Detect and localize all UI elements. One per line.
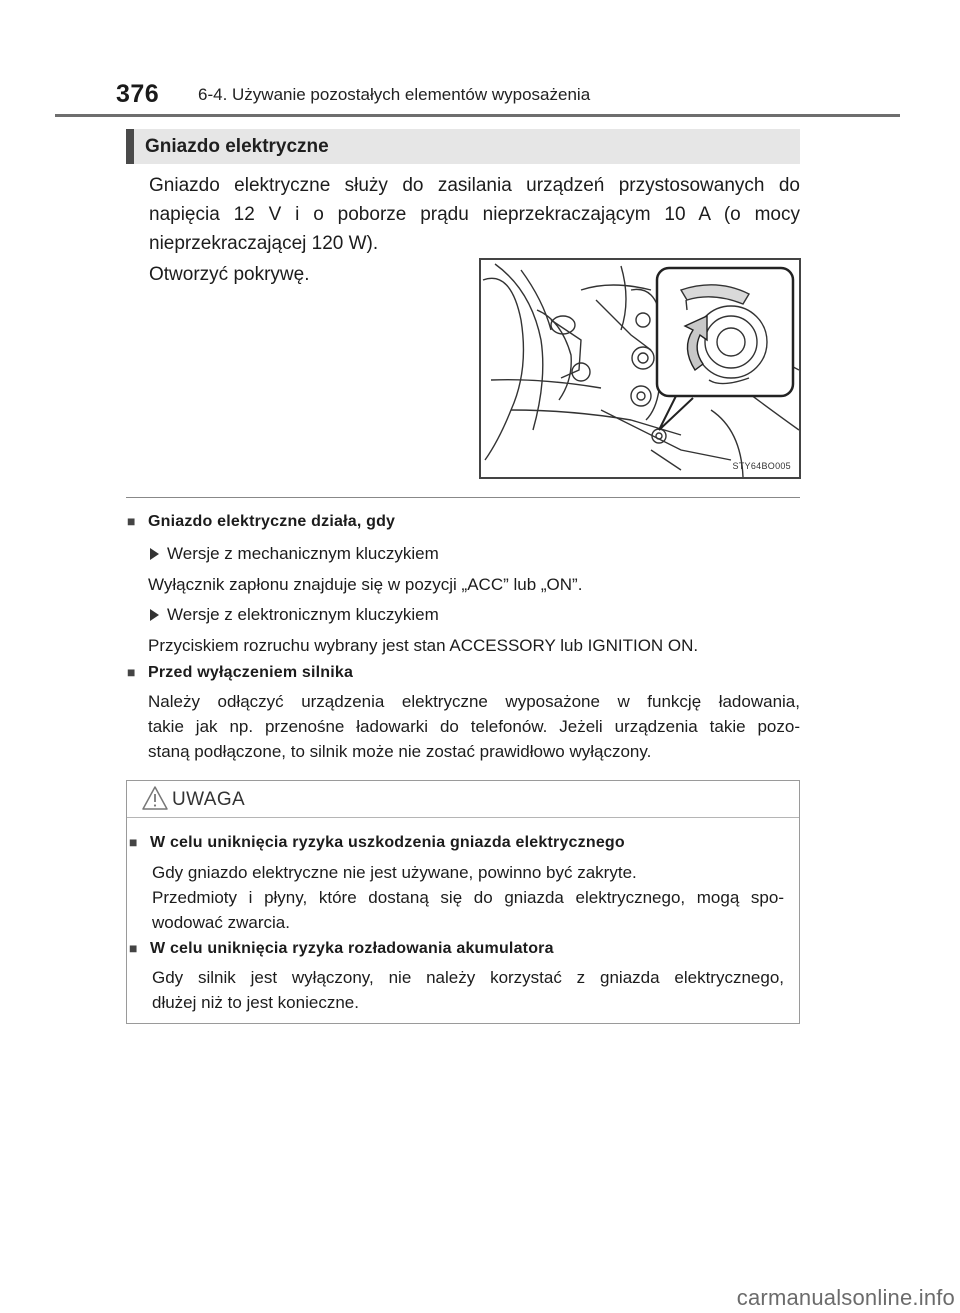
bullet-square-icon: ■ <box>129 834 138 850</box>
version-label: Wersje z elektronicznym kluczykiem <box>167 605 439 624</box>
page-number: 376 <box>116 80 160 108</box>
paragraph-line: Gdy silnik jest wyłączony, nie należy korzystać z gniazda elektrycznego, <box>152 968 784 987</box>
warning-item-paragraph <box>152 965 784 1015</box>
version-label: Wersje z mechanicznym kluczykiem <box>167 544 439 563</box>
before-off-heading: Przed wyłączeniem silnika <box>148 664 354 681</box>
header-rule <box>55 114 900 117</box>
warning-item-paragraph <box>152 860 784 935</box>
open-cover-instruction: Otworzyć pokrywę. <box>149 264 310 285</box>
bullet-square-icon: ■ <box>129 940 138 956</box>
paragraph-line: takie jak np. przenośne ładowarki do telefonów. Jeżeli urządzenia takie pozo- <box>148 717 800 736</box>
bullet-square-icon: ■ <box>127 513 136 529</box>
paragraph-line: Gdy gniazdo elektryczne nie jest używane, powinno być zakryte. <box>152 863 637 882</box>
paragraph-line: wodować zwarcia. <box>152 913 290 932</box>
triangle-bullet-icon <box>150 609 159 621</box>
bullet-square-icon: ■ <box>127 664 136 680</box>
paragraph-line: dłużej niż to jest konieczne. <box>152 993 359 1012</box>
figure-code: STY64BO005 <box>732 461 791 471</box>
section-accent <box>126 129 134 164</box>
intro-paragraph <box>149 171 800 258</box>
section-divider <box>126 497 800 498</box>
warning-item-heading: W celu uniknięcia ryzyka rozładowania akumulatora <box>150 940 554 957</box>
intro-line: nieprzekraczającej 120 W). <box>149 233 379 254</box>
works-when-heading: Gniazdo elektryczne działa, gdy <box>148 513 396 530</box>
paragraph-line: staną podłączone, to silnik może nie zostać prawidłowo wyłączony. <box>148 742 652 761</box>
intro-line: Gniazdo elektryczne służy do zasilania urządzeń przystosowanych do <box>149 175 800 196</box>
watermark: carmanualsonline.info <box>736 1285 955 1310</box>
intro-line: napięcia 12 V i o poborze prądu nieprzekraczającym 10 A (o mocy <box>149 204 800 225</box>
power-outlet-illustration <box>479 258 801 479</box>
version-text: Przyciskiem rozruchu wybrany jest stan ACCESSORY lub IGNITION ON. <box>148 636 699 655</box>
triangle-bullet-icon <box>150 548 159 560</box>
section-title-bar <box>126 129 800 164</box>
paragraph-line: Przedmioty i płyny, które dostaną się do gniazda elektrycznego, mogą spo- <box>152 888 784 907</box>
before-off-paragraph <box>148 689 800 764</box>
warning-triangle-icon <box>141 785 169 811</box>
paragraph-line: Należy odłączyć urządzenia elektryczne wyposażone w funkcję ładowania, <box>148 692 800 711</box>
warning-label: UWAGA <box>172 789 246 810</box>
section-title: Gniazdo elektryczne <box>145 136 329 157</box>
warning-item-heading: W celu uniknięcia ryzyka uszkodzenia gniazda elektrycznego <box>150 834 625 851</box>
dashboard-drawing <box>481 260 799 477</box>
version-text: Wyłącznik zapłonu znajduje się w pozycji „ACC” lub „ON”. <box>148 575 583 594</box>
chapter-title: 6-4. Używanie pozostałych elementów wyposażenia <box>198 85 591 104</box>
